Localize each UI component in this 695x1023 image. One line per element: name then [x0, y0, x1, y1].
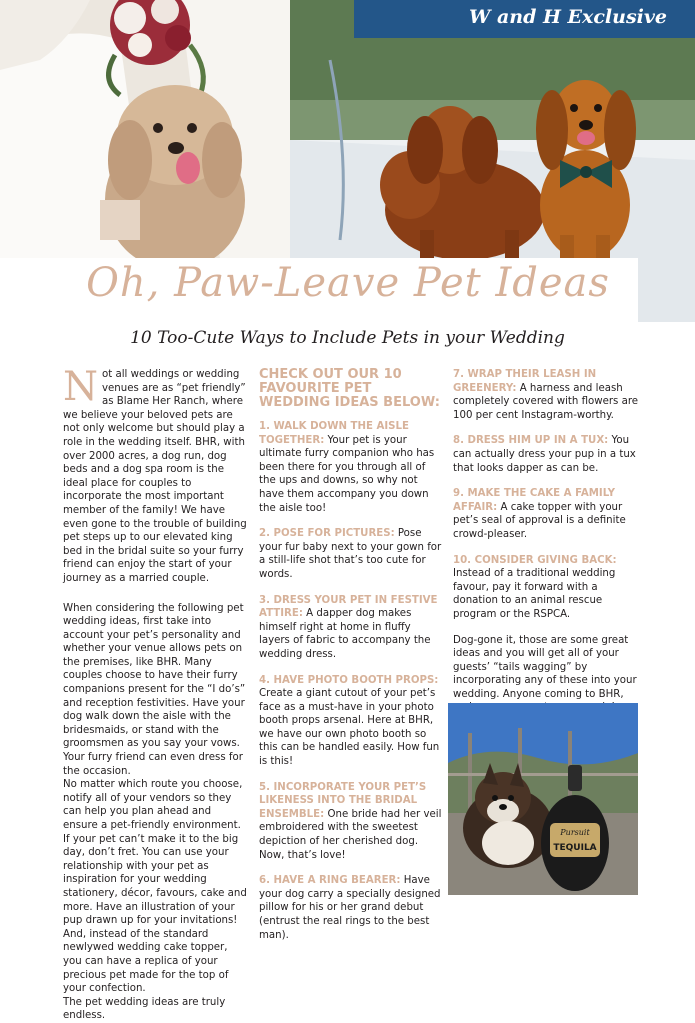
intro-paragraph-1 [63, 364, 249, 586]
intro-paragraph-1-text: ot all weddings or wedding venues are as “pet friendly” as Blame Her Ranch, where we believe your beloved pets are not only welcome but should play a role in the wedding itself. BHR, with over 2000 acres, a dog run, dog beds and a dog spa room is the ideal place for couples to incorporate the most important member of the family! We have even gone to the trouble of building pet steps up to our elevated king bed in the bridal suite so your furry friend can enjoy the start of your journey as a married couple. [63, 369, 247, 584]
idea-7 [453, 368, 639, 422]
photo-dog-tequila [448, 703, 638, 895]
drop-cap: N [63, 364, 98, 410]
bride-dog-illustration [0, 0, 290, 258]
idea-1-body: Your pet is your ultimate furry companion who has been there for you through all of the ups and downs, so why not have them accompany you down the aisle too! [259, 434, 435, 514]
idea-6-heading: 6. HAVE A RING BEARER: [259, 875, 401, 887]
idea-1 [259, 420, 443, 515]
bottle-label: TEQUILA [553, 843, 597, 853]
column-ideas-1 [259, 368, 443, 954]
idea-6-body: Have your dog carry a specially designed pillow for his or her grand debut (entrust the real rings to the best man). [259, 875, 441, 941]
bottle-brand: Pursuit [560, 828, 590, 837]
idea-4 [259, 674, 443, 769]
idea-10-heading: 10. CONSIDER GIVING BACK: [453, 554, 617, 566]
banner-label: W and H Exclusive [469, 6, 667, 28]
idea-9-body: A cake topper with your pet’s seal of approval is a definite crowd-pleaser. [453, 501, 626, 540]
idea-10 [453, 554, 639, 622]
idea-2-body: Pose your fur baby next to your gown for a still-life shot that’s too cute for words. [259, 528, 442, 580]
headline: Oh, Paw-Leave Pet Ideas [86, 260, 610, 306]
idea-8-heading: 8. DRESS HIM UP IN A TUX: [453, 435, 609, 447]
hero-photo-bride-dog [0, 0, 290, 258]
idea-8-body: You can actually dress your pup in a tux that looks dapper as can be. [453, 435, 636, 474]
idea-5 [259, 781, 443, 863]
dog-tequila-illustration [448, 703, 638, 895]
idea-4-heading: 4. HAVE PHOTO BOOTH PROPS: [259, 674, 439, 686]
idea-3-heading: 3. DRESS YOUR PET IN FESTIVE ATTIRE: [259, 594, 438, 620]
subheadline: 10 Too-Cute Ways to Include Pets in your Wedding [130, 328, 565, 348]
idea-4-body: Create a giant cutout of your pet’s face as a must-have in your photo booth props arsenal. Here at BHR, we have our own photo booth so this can be handled easily. How fun is this! [259, 688, 440, 768]
idea-2 [259, 527, 443, 581]
idea-9 [453, 487, 639, 541]
idea-3-body: A dapper dog makes himself right at home in fluffy layers of fabric to accompany the wedding dress. [259, 608, 431, 660]
idea-6 [259, 874, 443, 942]
intro-paragraph-4: The pet wedding ideas are truly endless. [63, 996, 226, 1022]
idea-9-heading: 9. MAKE THE CAKE A FAMILY AFFAIR: [453, 488, 615, 513]
ideas-heading: CHECK OUT OUR 10 FAVOURITE PET WEDDING IDEAS BELOW: [259, 367, 440, 410]
idea-3 [259, 594, 443, 662]
idea-5-heading: 5. INCORPORATE YOUR PET’S LIKENESS INTO THE BRIDAL ENSEMBLE: [259, 781, 427, 820]
intro-paragraph-2: When considering the following pet wedding ideas, first take into account your pet’s personality and whether your venue allows pets on the premises, like BHR. Many couples choose to have their furry companions present for the “I do’s” and reception festivities. Have your dog walk down the aisle with the bridesmaids, or stand with the groomsmen as you say your vows. Your furry friend can even dress for the occasion. [63, 602, 246, 777]
section-banner [354, 0, 695, 38]
idea-7-heading: 7. WRAP THEIR LEASH IN GREENERY: [453, 369, 597, 394]
column-intro [63, 364, 249, 1023]
idea-1-heading: 1. WALK DOWN THE AISLE TOGETHER: [259, 421, 409, 446]
idea-7-body: A harness and leash completely covered with flowers are 100 per cent Instagram-worthy. [453, 382, 639, 421]
intro-paragraph-3: No matter which route you choose, notify all of your vendors so they can help you plan ahead and ensure a pet-friendly environment. If your pet can’t make it to the big day, don’t fret. You can use your relationship with your pet as inspiration for your wedding stationery, décor, favours, cake and more. Have an illustration of your pup drawn up for your invitations! And, instead of the standard newlywed wedding cake topper, you can have a replica of your precious pet made for the top of your confection. [63, 779, 247, 995]
idea-2-heading: 2. POSE FOR PICTURES: [259, 528, 395, 540]
idea-10-body: Instead of a traditional wedding favour, pay it forward with a donation to an animal rescue program or the RSPCA. [453, 568, 616, 620]
closing-text: Dog-gone it, those are some great ideas and you will get all of your guests’ “tails wagging” by incorporating any of these into your wedding. Anyone coming to BHR, [453, 634, 637, 700]
column-ideas-2 [453, 368, 639, 754]
idea-8 [453, 434, 639, 475]
idea-5-body: One bride had her veil embroidered with the sweetest depiction of her cherished dog. Now, that’s love! [259, 808, 442, 861]
